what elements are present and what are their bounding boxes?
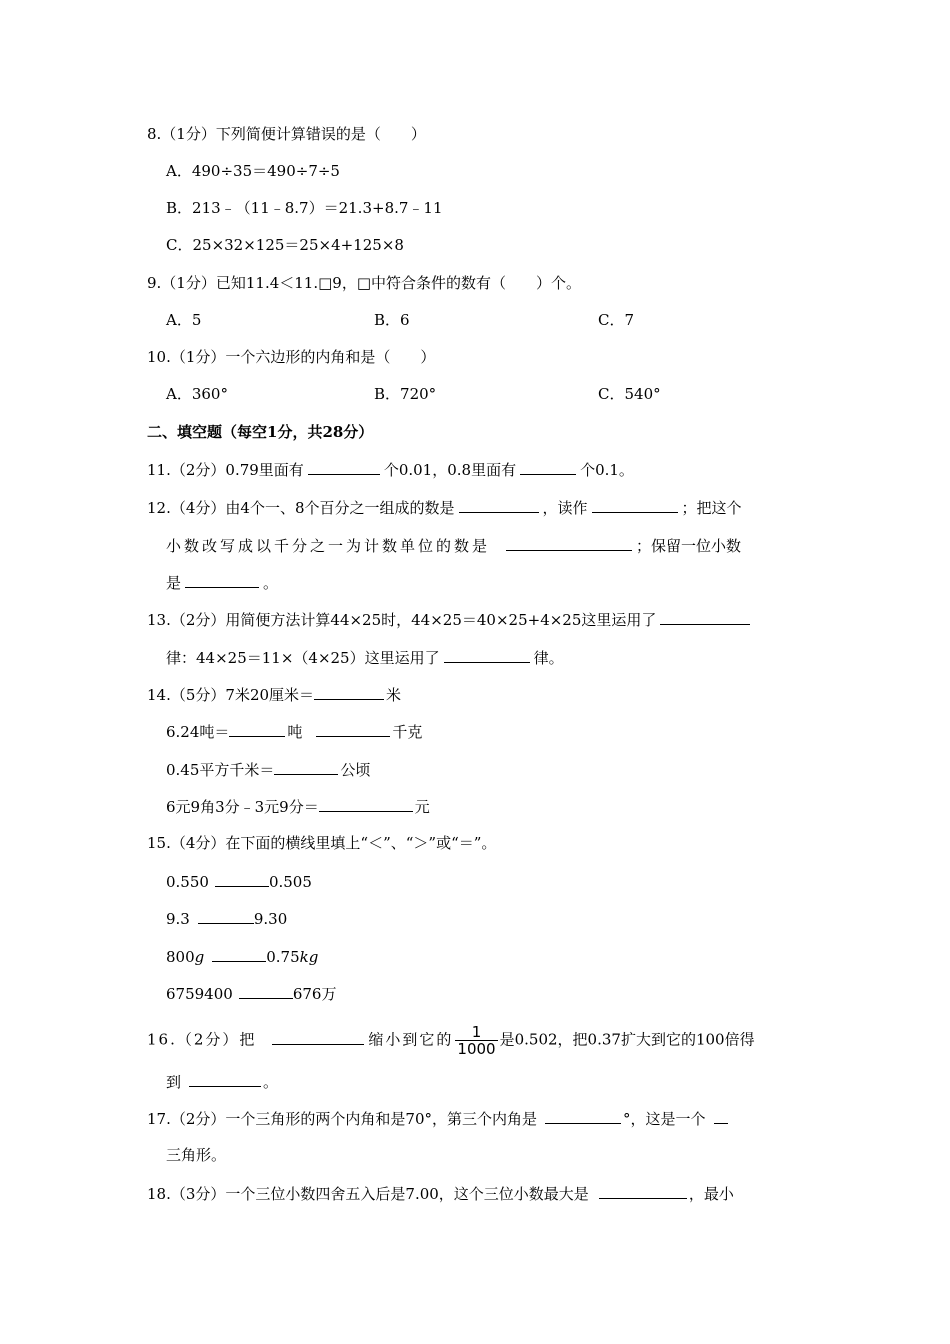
q10-option-a: A．360°	[166, 385, 228, 403]
q18-text-1: 18.（3分）一个三位小数四舍五入后是7.00，这个三位小数最大是	[147, 1185, 589, 1203]
q16-frac-num: 1	[455, 1024, 497, 1041]
q15-blank-1[interactable]	[215, 871, 269, 887]
q14-blank-4[interactable]	[274, 759, 338, 775]
q16-line-2	[166, 1071, 278, 1092]
q16-text-3: 是0.502，把0.37扩大到它的100倍得	[499, 1030, 755, 1049]
q13-text-1: 13.（2分）用简便方法计算44×25时，44×25＝40×25+4×25这里运用了	[147, 611, 657, 629]
q16-fraction	[455, 1024, 497, 1057]
q15-r3-right: 0.75	[266, 948, 300, 966]
q14-line-3	[166, 759, 370, 780]
q15-row-2	[166, 908, 287, 929]
q14-text-9: 元	[414, 798, 430, 816]
q11-blank-2[interactable]	[520, 459, 576, 475]
q8-stem: 8.（1分）下列简便计算错误的是（ ）	[147, 125, 426, 143]
q18-text-2: ，最小	[688, 1185, 734, 1203]
q11-text-1: 11.（2分）0.79里面有	[147, 461, 304, 479]
q14-text-8: 6元9角3分﹣3元9分＝	[166, 798, 319, 816]
q13-line-1	[147, 609, 754, 630]
q15-row-1	[166, 871, 312, 892]
q15-r1-left: 0.550	[166, 873, 209, 891]
q14-blank-1[interactable]	[314, 684, 384, 700]
q17-text-1: 17.（2分）一个三角形的两个内角和是70°，第三个内角是	[147, 1110, 537, 1128]
q15-r1-right: 0.505	[268, 873, 312, 891]
q17-text-2: °，这是一个	[623, 1110, 706, 1128]
q14-line-1	[147, 684, 401, 705]
q14-text-6: 0.45平方千米＝	[166, 761, 275, 779]
q15-r2-right: 9.30	[253, 910, 288, 928]
q15-stem: 15.（4分）在下面的横线里填上“＜”、“＞”或“＝”。	[147, 834, 497, 852]
q12-text-2: ，读作	[542, 499, 588, 517]
q14-blank-3[interactable]	[316, 721, 390, 737]
q14-line-2	[166, 721, 422, 742]
q17-blank-1[interactable]	[545, 1108, 621, 1124]
q14-text-3: 6.24吨＝	[166, 723, 230, 741]
q18-blank-1[interactable]	[599, 1183, 687, 1199]
q12-text-7: 。	[263, 574, 279, 592]
q13-text-3: 律。	[533, 649, 564, 667]
q12-blank-1[interactable]	[459, 497, 539, 513]
q18-line-1	[147, 1183, 734, 1204]
q17-line-1	[147, 1108, 728, 1129]
q12-text-1: 12.（4分）由4个一、8个百分之一组成的数是	[147, 499, 455, 517]
q16-text-1: 16.（2分）把	[147, 1030, 257, 1049]
q16-blank-2[interactable]	[189, 1071, 261, 1087]
q16-line-1	[147, 1024, 755, 1057]
q13-blank-1[interactable]	[660, 609, 750, 625]
q9-stem: 9.（1分）已知11.4＜11.□9，□中符合条件的数有（ ）个。	[147, 274, 581, 292]
q11-blank-1[interactable]	[308, 459, 380, 475]
q15-row-4	[166, 983, 336, 1004]
q14-text-7: 公顷	[340, 761, 371, 779]
q9-option-b: B．6	[374, 311, 410, 329]
q12-blank-2[interactable]	[592, 497, 678, 513]
q15-blank-3[interactable]	[212, 946, 266, 962]
q12-blank-3[interactable]	[506, 535, 632, 551]
q17-blank-2[interactable]	[714, 1108, 728, 1124]
q11-text-3: 个0.1。	[580, 461, 634, 479]
q13-line-2	[166, 647, 564, 668]
q16-blank-1[interactable]	[272, 1029, 364, 1045]
q9-option-a: A．5	[166, 311, 202, 329]
q17-line-2: 三角形。	[166, 1146, 227, 1164]
q14-text-1: 14.（5分）7米20厘米＝	[147, 686, 315, 704]
q11	[147, 459, 634, 480]
q12-text-6: 是	[166, 574, 182, 592]
q14-blank-5[interactable]	[319, 796, 413, 812]
q12-text-4: 小数改写成以千分之一为计数单位的数是	[166, 537, 491, 555]
q15-row-3	[166, 946, 318, 967]
q15-r3-unit2: kg	[299, 948, 319, 966]
q10-stem: 10.（1分）一个六边形的内角和是（ ）	[147, 348, 436, 366]
q16-text-4: 到	[166, 1073, 182, 1091]
q16-frac-den: 1000	[457, 1040, 496, 1058]
q11-text-2: 个0.01，0.8里面有	[383, 461, 517, 479]
q15-r4-right: 676万	[292, 985, 337, 1003]
q14-text-4: 吨	[287, 723, 303, 741]
q15-r4-left: 6759400	[166, 985, 233, 1003]
q12-line-2	[166, 535, 741, 556]
q14-text-5: 千克	[392, 723, 423, 741]
q13-text-2: 律：44×25＝11×（4×25）这里运用了	[166, 649, 440, 667]
q15-r3-unit: g	[194, 948, 205, 966]
q12-line-1	[147, 497, 742, 518]
q16-text-2: 缩小到它的	[368, 1030, 454, 1049]
q12-text-5: ；保留一位小数	[636, 537, 742, 555]
q12-text-3: ；把这个	[681, 499, 742, 517]
q8-option-a: A．490÷35＝490÷7÷5	[166, 162, 340, 180]
section-title: 二、填空题（每空1分，共28分）	[147, 423, 374, 441]
q12-blank-4[interactable]	[185, 572, 259, 588]
q10-option-c: C．540°	[598, 385, 661, 403]
q14-blank-2[interactable]	[229, 721, 285, 737]
q15-r3-left: 800	[166, 948, 195, 966]
q13-blank-2[interactable]	[444, 647, 530, 663]
q14-line-4	[166, 796, 430, 817]
q8-option-c: C．25×32×125＝25×4+125×8	[166, 236, 404, 254]
q15-r2-left: 9.3	[166, 910, 190, 928]
q14-text-2: 米	[386, 686, 402, 704]
q10-option-b: B．720°	[374, 385, 437, 403]
q15-blank-4[interactable]	[239, 983, 293, 999]
q8-option-b: B．213﹣（11﹣8.7）＝21.3+8.7﹣11	[166, 199, 443, 217]
q9-option-c: C．7	[598, 311, 635, 329]
q12-line-3	[166, 572, 278, 593]
q15-blank-2[interactable]	[198, 908, 254, 924]
q16-text-5: 。	[263, 1073, 279, 1091]
